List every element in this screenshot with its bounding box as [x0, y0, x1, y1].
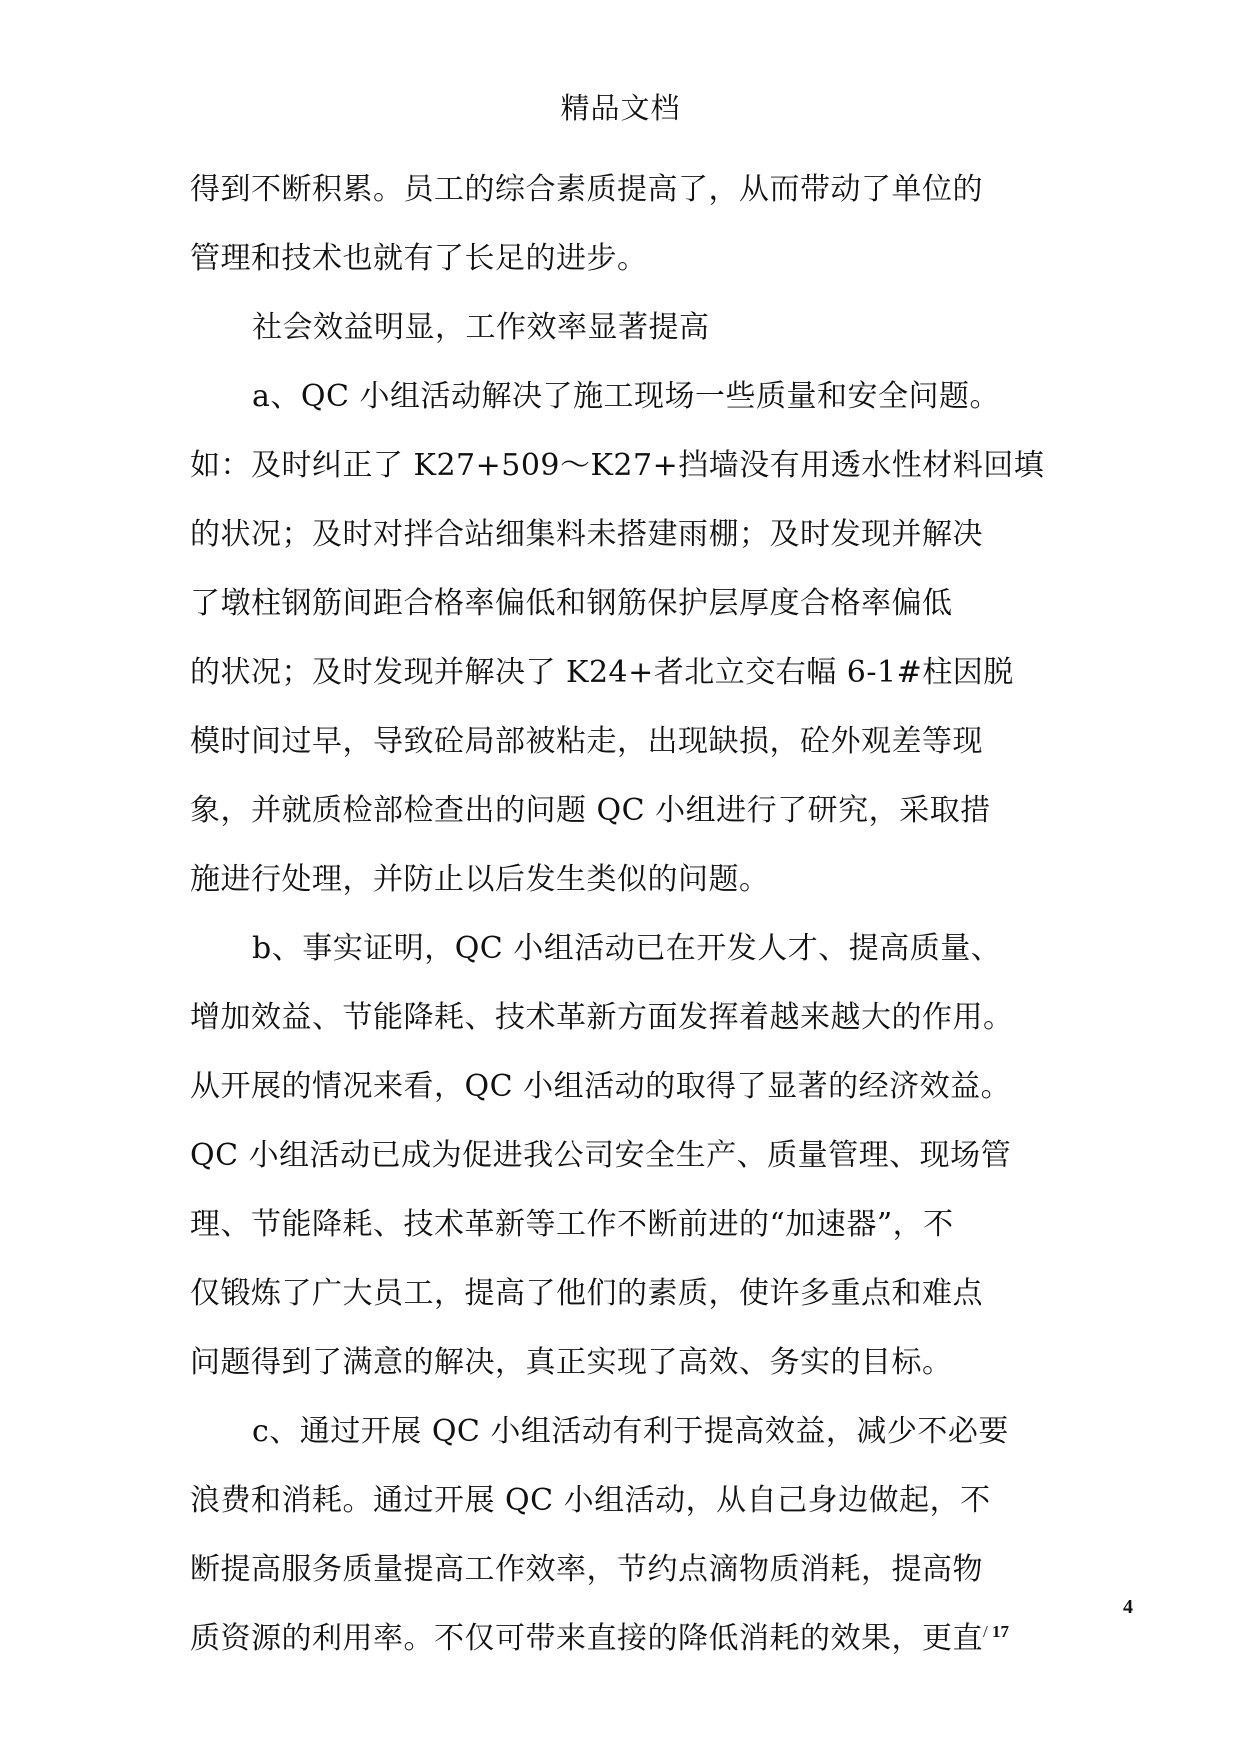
page-total-count: 17 — [991, 1622, 1009, 1641]
text-line: 仅锻炼了广大员工，提高了他们的素质，使许多重点和难点 — [190, 1276, 983, 1311]
text-line: a、QC 小组活动解决了施工现场一些质量和安全问题。 — [252, 379, 1000, 414]
text-line: QC 小组活动已成为促进我公司安全生产、质量管理、现场管 — [190, 1138, 1012, 1173]
text-line: 从开展的情况来看，QC 小组活动的取得了显著的经济效益。 — [190, 1069, 1012, 1104]
text-line: 模时间过早，导致砼局部被粘走，出现缺损，砼外观差等现 — [190, 724, 983, 759]
text-line: 得到不断积累。员工的综合素质提高了，从而带动了单位的 — [190, 172, 983, 207]
text-line: 象，并就质检部检查出的问题 QC 小组进行了研究，采取措 — [190, 793, 991, 828]
page-number: 4 — [1123, 1596, 1133, 1618]
section-heading: 社会效益明显，工作效率显著提高 — [252, 310, 710, 345]
text-line: 浪费和消耗。通过开展 QC 小组活动，从自己身边做起，不 — [190, 1483, 991, 1518]
text-line: 断提高服务质量提高工作效率，节约点滴物质消耗，提高物 — [190, 1552, 983, 1587]
text-line: 增加效益、节能降耗、技术革新方面发挥着越来越大的作用。 — [190, 1000, 1014, 1035]
text-line: c、通过开展 QC 小组活动有利于提高效益，减少不必要 — [252, 1414, 1009, 1449]
text-line: 的状况；及时对拌合站细集料未搭建雨棚；及时发现并解决 — [190, 517, 983, 552]
page-total-prefix: / — [983, 1622, 992, 1641]
text-line: 问题得到了满意的解决，真正实现了高效、务实的目标。 — [190, 1345, 953, 1380]
page-header-title: 精品文档 — [560, 91, 681, 125]
text-line: 了墩柱钢筋间距合格率偏低和钢筋保护层厚度合格率偏低 — [190, 586, 953, 621]
text-line: 管理和技术也就有了长足的进步。 — [190, 241, 648, 276]
text-line: 的状况；及时发现并解决了 K24+者北立交右幅 6-1#柱因脱 — [190, 655, 1014, 690]
text-line: 施进行处理，并防止以后发生类似的问题。 — [190, 862, 770, 897]
page-total — [983, 1622, 1009, 1642]
text-line: 理、节能降耗、技术革新等工作不断前进的“加速器”，不 — [190, 1207, 954, 1242]
text-line: b、事实证明，QC 小组活动已在开发人才、提高质量、 — [252, 931, 1002, 966]
text-line: 质资源的利用率。不仅可带来直接的降低消耗的效果，更直 — [190, 1621, 983, 1656]
document-body — [190, 155, 1062, 1673]
text-line: 如：及时纠正了 K27+509～K27+挡墙没有用透水性材料回填 — [190, 448, 1045, 483]
